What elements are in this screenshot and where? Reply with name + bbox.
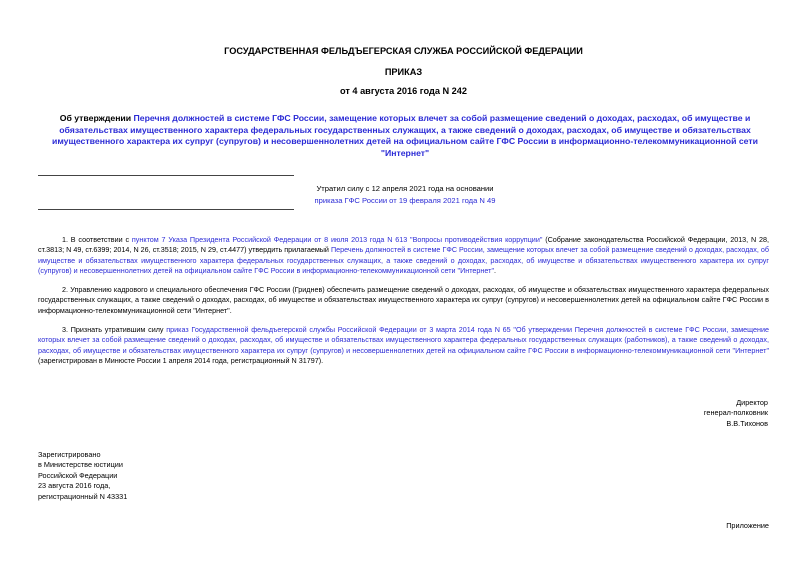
document-date-number: от 4 августа 2016 года N 242 [339,86,468,96]
p2-text: 2. Управлению кадрового и специального обеспечения ГФС России (Гриднев) обеспечить размещение сведений о доходах, расходах, об имуществе и обязательствах имущественного характера федеральных государственных служащих, а также сведений о доходах, расходах, об имуществе и обязательствах имущественного характера их супруг (супругов) и несовершеннолетних детей на официальном сайте ГФС России в информационно-телекоммуникационной сети "Интернет". [38,285,769,315]
appendix-label: Приложение [726,521,769,530]
paragraph-2 [38,285,769,316]
p3-text-2: (зарегистрирован в Минюсте России 1 апреля 2014 года, регистрационный N 31797). [38,356,324,366]
divider-top [38,175,294,176]
paragraph-1 [38,235,769,277]
status-note [210,183,600,207]
title-prefix: Об утверждении [59,113,134,123]
p3-order-link[interactable]: приказ Государственной фельдъегерской службы Российской Федерации от 3 марта 2014 года N 65 "Об утверждении Перечня должностей в системе ГФС России, замещение которых влечет за собой размещение сведений о доходах, расходах, об имуществе и обязательствах имущественного характера федеральных государственных служащих (работников), а также сведений о доходах, расходах, об имуществе и обязательствах имущественного характера их супруг (супругов) и несовершеннолетних детей на официальном сайте ГФС России в информационно-телекоммуникационной сети "Интернет" [38,325,769,355]
p1-text-3: . [494,266,496,276]
p1-text-2: (Собрание законодательства Российской Федерации, 2013, N 28, ст.3813; N 49, ст.6399; 2014, N 26, ст.3518; 2015, N 29, ст.4477) утвердить прилагаемый [38,235,769,255]
signature-rank: генерал-полковник [703,408,768,418]
signature-block [600,398,768,429]
divider-bottom [38,209,294,210]
document-title [40,113,770,159]
p1-text-1: 1. В соответствии с [62,235,132,244]
paragraph-3 [38,325,769,367]
agency-name: ГОСУДАРСТВЕННАЯ ФЕЛЬДЪЕГЕРСКАЯ СЛУЖБА РОССИЙСКОЙ ФЕДЕРАЦИИ [224,46,583,56]
registration-block [38,450,238,502]
signature-position: Директор [736,398,768,407]
signature-name: В.В.Тихонов [726,418,768,428]
status-note-text: Утратил силу с 12 апреля 2021 года на основании [316,184,494,193]
registration-line-3: Российской Федерации [38,470,118,480]
registration-line-2: в Министерстве юстиции [38,460,123,470]
p3-text-1: 3. Признать утратившим силу [62,325,167,334]
registration-line-1: Зарегистрировано [38,450,101,459]
p1-list-link[interactable]: Перечень должностей в системе ГФС России, замещение которых влечет за собой размещение сведений о доходах, расходах, об имуществе и обязательствах имущественного характера федеральных государственных служащих, а также сведений о доходах, расходах, об имуществе и обязательствах имущественного характера их супруг (супругов) и несовершеннолетних детей на официальном сайте ГФС России в информационно-телекоммуникационной сети "Интернет" [38,245,770,276]
document-type: ПРИКАЗ [384,67,423,77]
registration-line-4: 23 августа 2016 года, [38,481,111,491]
registration-line-5: регистрационный N 43331 [38,491,128,501]
p1-decree-link[interactable]: пунктом 7 Указа Президента Российской Федерации от 8 июля 2013 года N 613 "Вопросы противодействия коррупции" [131,235,543,244]
status-note-link[interactable]: приказа ГФС России от 19 февраля 2021 года N 49 [314,196,496,205]
title-link[interactable]: Перечня должностей в системе ГФС России, замещение которых влечет за собой размещение сведений о доходах, расходах, об имуществе и обязательствах имущественного характера федеральных государственных служащих, а также сведений о доходах, расходах, об имуществе и обязательствах имущественного характера их супруг (супругов) и несовершеннолетних детей на официальном сайте ГФС России в информационно-телекоммуникационной сети "Интернет" [52,113,758,158]
